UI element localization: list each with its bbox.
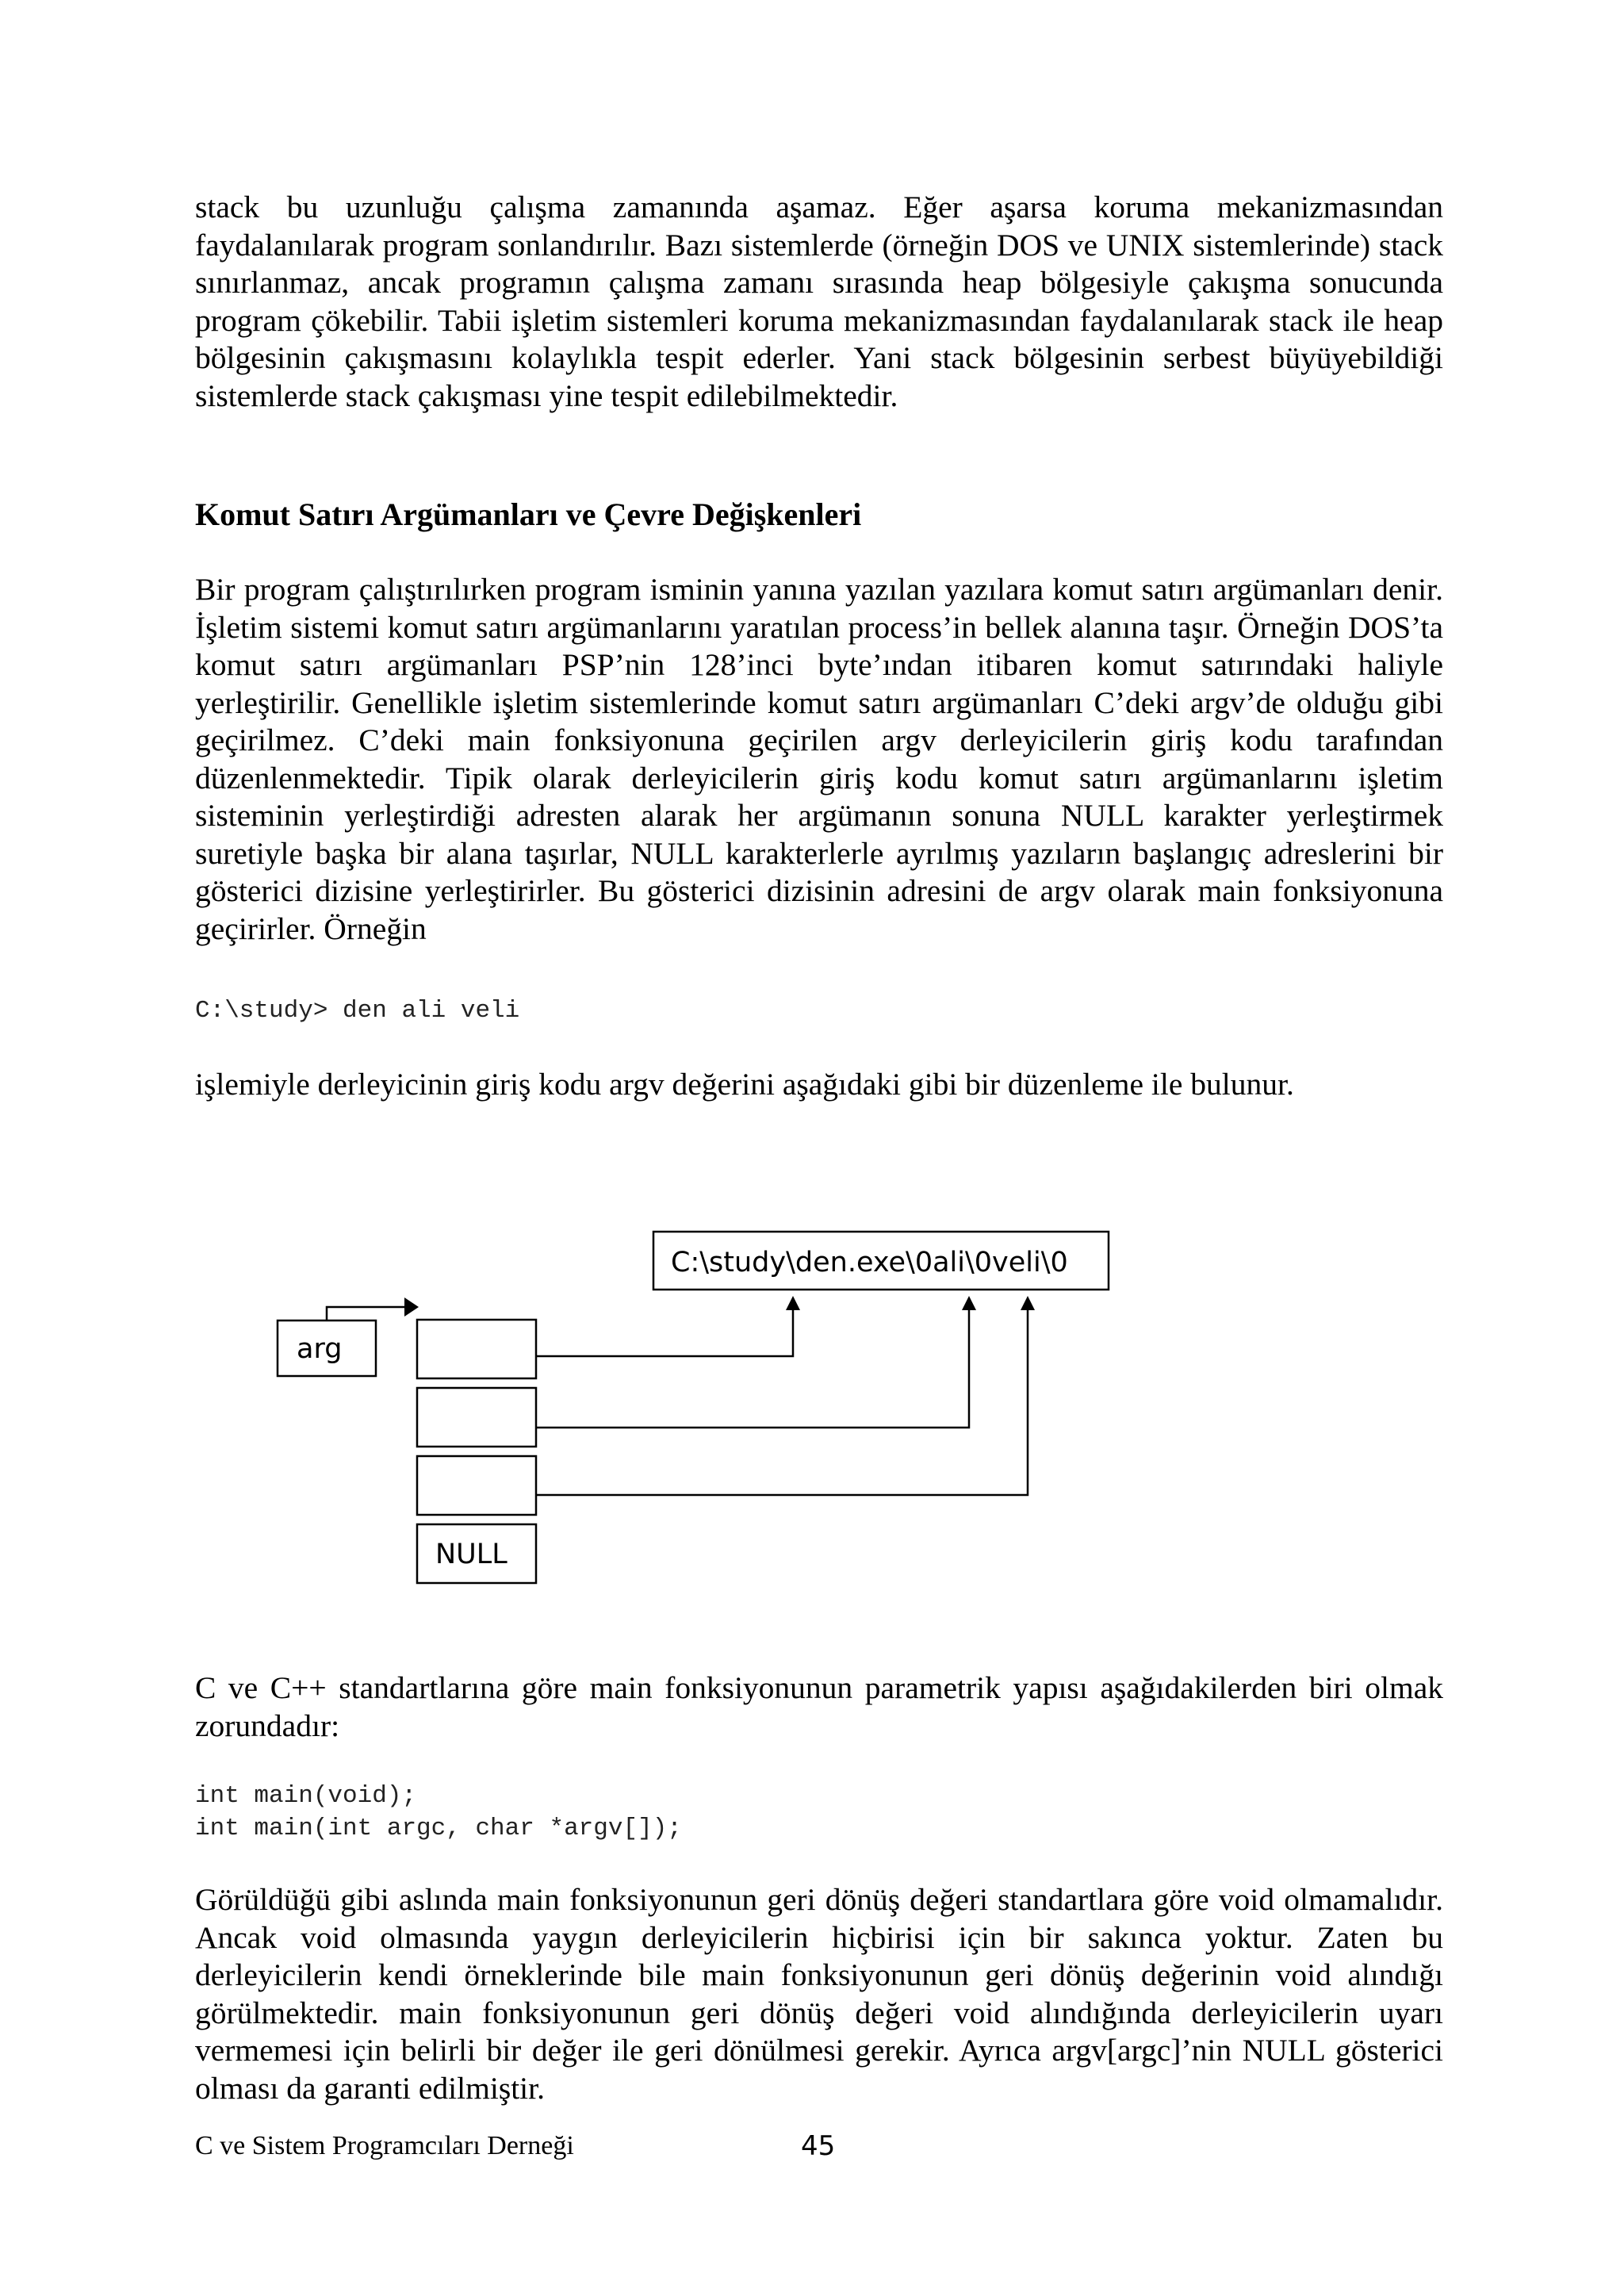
argv-diagram — [262, 1221, 1134, 1594]
pointer-slot-2 — [417, 1388, 536, 1447]
pointer-arrow-3 — [536, 1296, 1035, 1495]
arg-box-label: arg — [297, 1333, 343, 1365]
arg-to-array-arrow — [327, 1297, 419, 1320]
paragraph-return-value: Görüldüğü gibi aslında main fonksiyonunun geri dönüş değeri standartlara göre void olmamalıdır. Ancak void olmasında yaygın derleyicilerin hiçbirisi için bir sakınca yoktur. Zaten bu derleyicilerin kendi örneklerinde bile main fonksiyonunun geri dönüş değerinin void alındığı görülmektedir. main fonksiyonunun geri dönüş değeri void alındığında derleyicilerin uyarı vermemesi için belirli bir değer ile geri dönülmesi gerekir. Ayrıca argv[argc]’nin NULL gösterici olması da garanti edilmiştir. — [195, 1882, 1443, 2106]
paragraph-stack-limits: stack bu uzunluğu çalışma zamanında aşamaz. Eğer aşarsa koruma mekanizmasından faydalanılarak program sonlandırılır. Bazı sistemlerde (örneğin DOS ve UNIX sistemlerinde) stack sınırlanmaz, ancak programın çalışma zamanı sırasında heap bölgesiyle çakışma sonucunda program çökebilir. Tabii işletim sistemleri koruma mekanizmasından faydalanılarak stack ile heap bölgesinin çakışmasını kolaylıkla tespit ederler. Yani stack bölgesinin serbest büyüyebildiği sistemlerde stack çakışması yine tespit edilebilmektedir. — [195, 190, 1443, 413]
section-heading: Komut Satırı Argümanları ve Çevre Değişkenleri — [195, 496, 862, 532]
pointer-slot-3 — [417, 1456, 536, 1515]
paragraph-main-signatures-intro: C ve C++ standartlarına göre main fonksiyonunun parametrik yapısı aşağıdakilerden biri olmak zorundadır: — [195, 1670, 1443, 1743]
code-main-argc-argv: int main(int argc, char *argv[]); — [195, 1815, 682, 1842]
code-example-command: C:\study> den ali veli — [195, 997, 520, 1025]
paragraph-argv-intro: işlemiyle derleyicinin giriş kodu argv değerini aşağıdaki gibi bir düzenleme ile bulunur. — [195, 1067, 1294, 1102]
argument-string-text: C:\study\den.exe\0ali\0veli\0 — [671, 1247, 1068, 1278]
pointer-arrow-2 — [536, 1296, 976, 1428]
null-slot-label: NULL — [435, 1539, 508, 1570]
footer-organization: C ve Sistem Programcıları Derneği — [195, 2131, 574, 2160]
pointer-arrow-1 — [536, 1296, 800, 1356]
page-number: 45 — [801, 2130, 836, 2162]
paragraph-command-line-arguments: Bir program çalıştırılırken program isminin yanına yazılan yazılara komut satırı argümanları denir. İşletim sistemi komut satırı argümanlarını yaratılan process’in bellek alanına taşır. Örneğin DOS’ta komut satırı argümanları PSP’nin 128’inci byte’ından itibaren komut satırındaki haliyle yerleştirilir. Genellikle işletim sistemlerinde komut satırı argümanları C’deki argv’de olduğu gibi geçirilmez. C’deki main fonksiyonuna geçirilen argv derleyicilerin giriş kodu tarafından düzenlenmektedir. Tipik olarak derleyicilerin giriş kodu komut satırı argümanlarını işletim sisteminin yerleştirdiği adresten alarak her argümanın sonuna NULL karakter yerleştirmek suretiyle başka bir alana taşırlar, NULL karakterlerle ayrılmış yazıların başlangıç adreslerini bir gösterici dizisine yerleştirirler. Bu gösterici dizisinin adresini de argv olarak main fonksiyonuna geçirirler. Örneğin — [195, 572, 1443, 946]
pointer-slot-1 — [417, 1320, 536, 1378]
code-main-void: int main(void); — [195, 1782, 417, 1810]
